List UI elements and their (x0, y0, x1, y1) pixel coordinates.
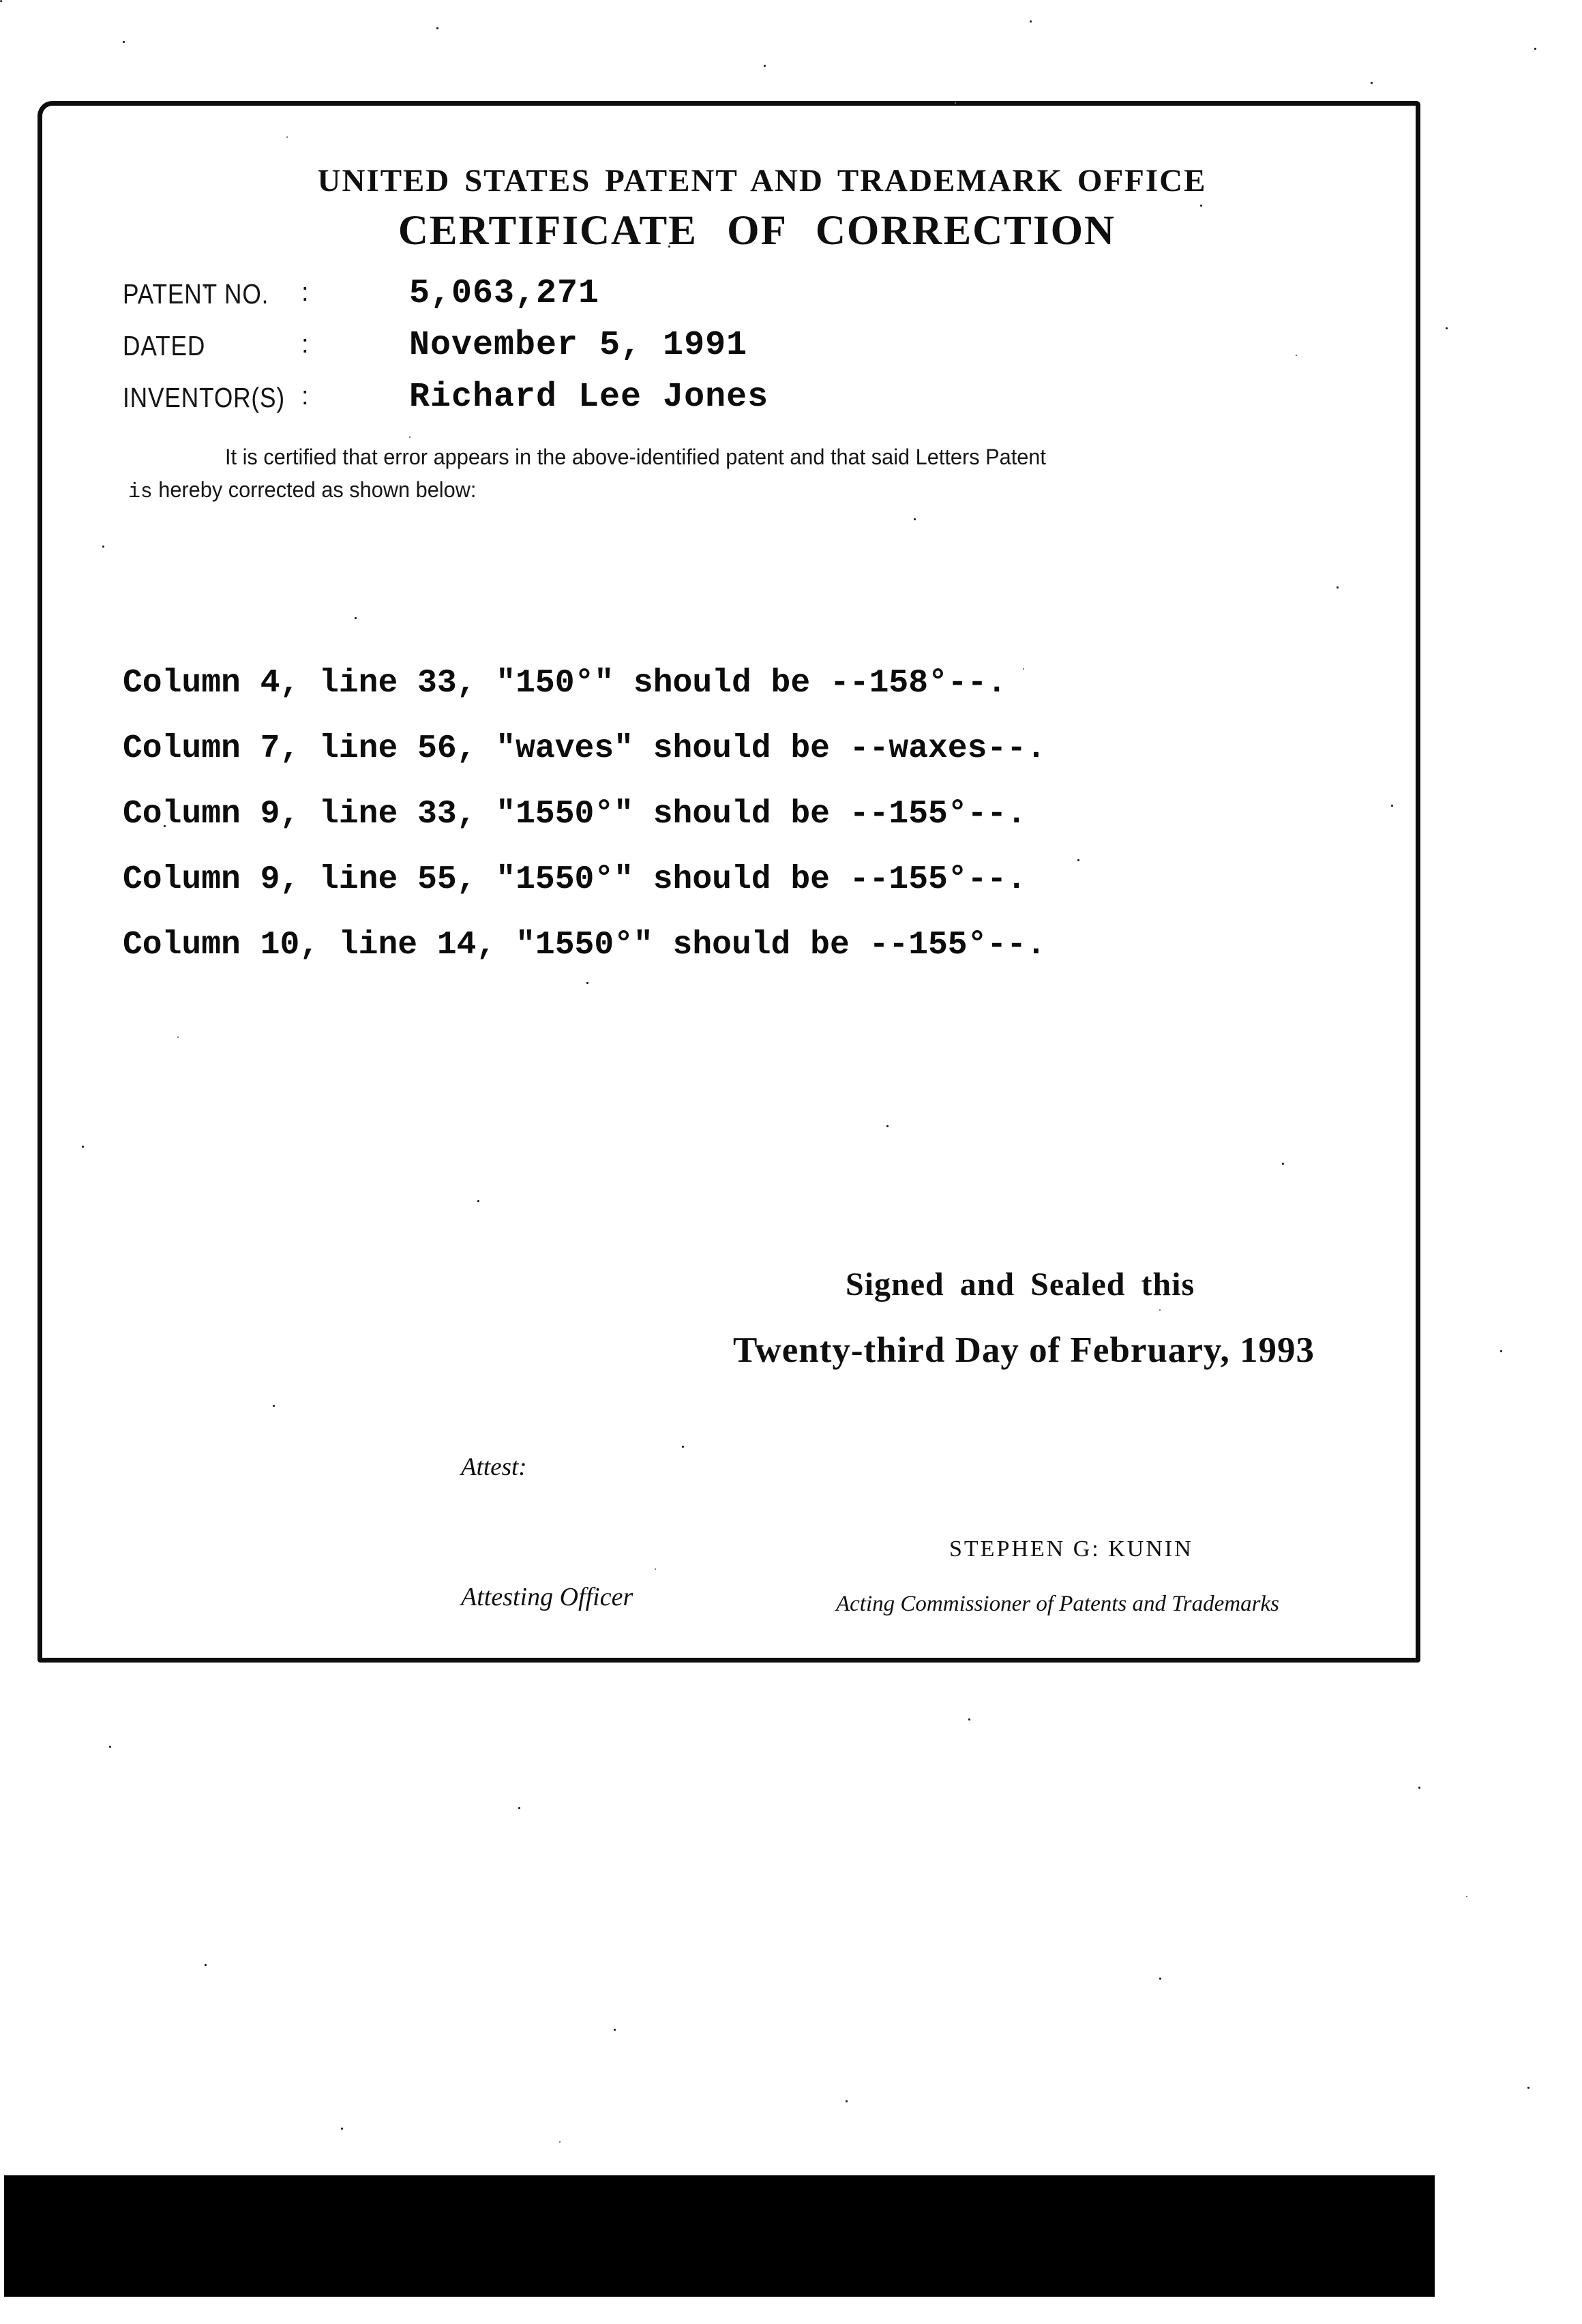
inventors-colon: : (301, 382, 309, 411)
signature-date-line: Twenty-third Day of February, 1993 (733, 1330, 1315, 1370)
signer-name: STEPHEN G: KUNIN (949, 1536, 1193, 1562)
correction-item: Column 9, line 55, "1550°" should be --155°--. (123, 861, 1027, 898)
correction-item: Column 4, line 33, "150°" should be --158°--. (123, 665, 1007, 702)
redaction-bar (4, 2175, 1435, 2297)
patent-number-row (123, 274, 1077, 315)
dated-row (123, 326, 1077, 367)
inventors-value: Richard Lee Jones (409, 378, 769, 417)
scan-noise-dots-light (0, 0, 1, 1)
certification-paragraph-line1: It is certified that error appears in the above-identified patent and that said Letters Patent (225, 445, 1046, 469)
patent-number-label: PATENT NO. (123, 278, 269, 310)
correction-item: Column 10, line 14, "1550°" should be --155°--. (123, 927, 1046, 964)
dated-colon: : (301, 330, 309, 359)
inventors-label: INVENTOR(S) (123, 382, 286, 413)
patent-number-colon: : (301, 278, 309, 307)
correction-item: Column 7, line 56, "waves" should be --waxes--. (123, 730, 1046, 767)
certification-line2-word: is (128, 480, 153, 504)
signed-sealed-line: Signed and Sealed this (846, 1266, 1195, 1302)
dated-value: November 5, 1991 (409, 326, 748, 365)
office-name-heading: UNITED STATES PATENT AND TRADEMARK OFFICE (317, 163, 1207, 198)
inventors-row (123, 378, 1077, 419)
attesting-officer-label: Attesting Officer (461, 1583, 633, 1611)
dated-label: DATED (123, 330, 206, 361)
certification-paragraph-line2 (128, 477, 476, 504)
attest-label: Attest: (461, 1453, 527, 1481)
certificate-title: CERTIFICATE OF CORRECTION (398, 208, 1116, 254)
signer-title-label: Acting Commissioner of Patents and Trademarks (836, 1592, 1279, 1616)
certification-line2-rest: hereby corrected as shown below: (158, 477, 477, 502)
corrections-list (123, 667, 1350, 994)
patent-number-value: 5,063,271 (409, 274, 600, 313)
correction-item: Column 9, line 33, "1550°" should be --155°--. (123, 796, 1027, 833)
